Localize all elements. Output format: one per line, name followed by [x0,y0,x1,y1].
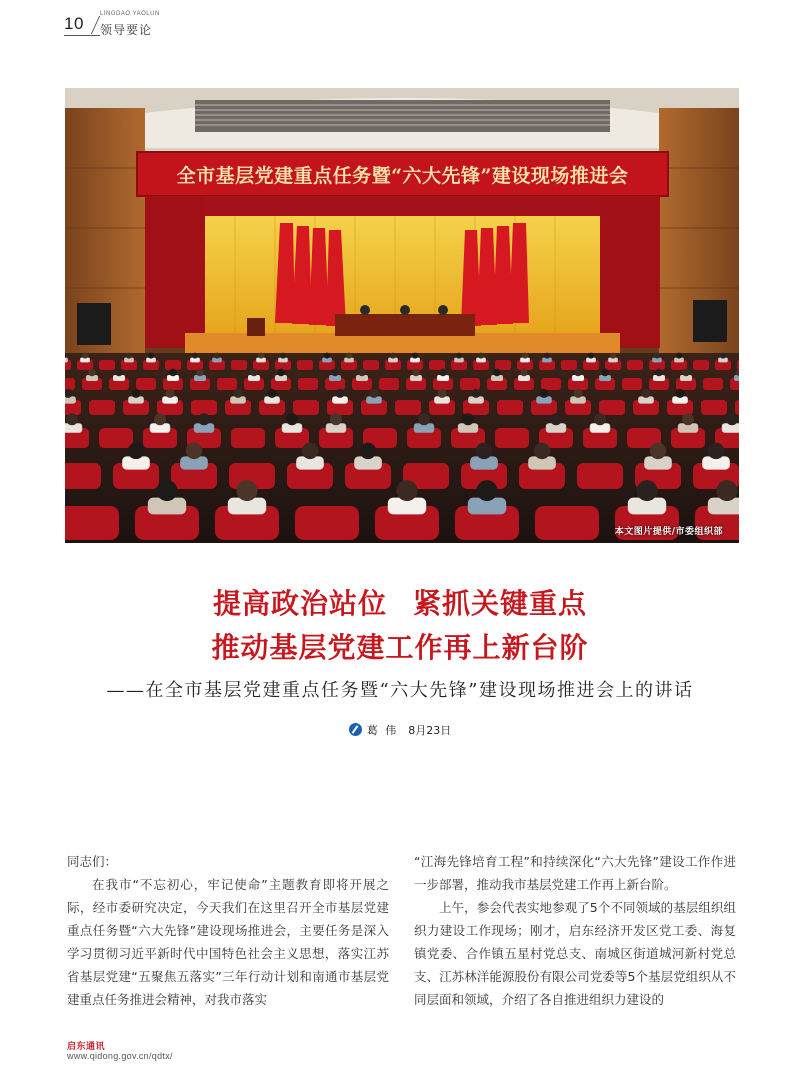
attendee-head [154,413,166,425]
attendee-head [250,369,258,377]
seat [165,360,181,370]
attendee-head [522,353,528,359]
attendee-head [166,389,175,398]
attendee-head [192,353,198,359]
attendee-head [82,353,88,359]
stage-banner-text: 全市基层党建重点任务暨“六大先锋”建设现场推进会 [176,165,629,187]
attendee-head [412,369,420,377]
attendee-head [456,353,462,359]
attendee-head [324,353,330,359]
attendee-head [676,353,682,359]
author-name: 葛 伟 [366,724,399,737]
seat [429,360,445,370]
attendee-head [462,413,474,425]
seat [65,506,119,540]
attendee-head [198,413,210,425]
pen-icon [349,723,362,736]
body-column-left [67,850,389,1011]
seat [65,378,75,390]
attendee-head [654,353,660,359]
seat [497,400,523,415]
seat [363,360,379,370]
seat [693,360,709,370]
section-pinyin: LINGDAO YAOLUN [100,11,160,17]
salutation: 同志们： [67,854,118,869]
attendee-head [280,353,286,359]
attendee-head [550,413,562,425]
article-subtitle: ——在全市基层党建重点任务暨“六大先锋”建设现场推进会上的讲话 [106,680,694,701]
attendee-head [115,369,123,377]
paragraph-continued: “江海先锋培育工程”和持续深化“六大先锋”建设工作作进一步部署，推动我市基层党建工作再上新台阶。 [414,854,736,892]
page-number: 10 [64,14,84,33]
seat [460,378,480,390]
attendee-head [169,369,177,377]
article-title-line2: 推动基层党建工作再上新台阶 [211,631,589,664]
attendee-head [438,389,447,398]
seat [561,360,577,370]
body-column-right [414,850,736,1011]
attendee-head [358,369,366,377]
attendee-head [234,389,243,398]
attendee-head [601,369,609,377]
article-title-line1 [0,582,800,622]
attendee-head [148,353,154,359]
seat [298,378,318,390]
attendee-head [642,389,651,398]
paragraph: 上午，参会代表实地参观了5个不同领域的基层组织组织力建设工作现场；刚才，启东经济开发区党工委、海复镇党委、合作镇五星村党总支、南城区街道城河新村党总支、江苏林洋能源股份有限公司党委等5个基层党组织从不同层面和领域，介绍了各自推进组织力建设的 [414,900,736,1007]
attendee-head [610,353,616,359]
attendee-head [477,480,498,501]
seat [89,400,115,415]
byline [0,722,800,738]
seat [379,378,399,390]
attendee-body [65,358,68,363]
attendee-head [237,480,258,501]
title-part-b: 紧抓关键重点 [413,587,588,620]
attendee-head [88,369,96,377]
audience-seats [65,88,739,543]
seat [622,378,642,390]
attendee-body [734,375,739,381]
attendee-head [196,369,204,377]
attendee-head [128,443,145,460]
seat [99,360,115,370]
section-title: 领导要论 [100,23,153,37]
attendee-head [258,353,264,359]
attendee-head [472,389,481,398]
seat [231,360,247,370]
attendee-head [574,389,583,398]
seat [293,400,319,415]
seat [217,378,237,390]
attendee-head [302,443,319,460]
seat [577,463,623,489]
seat [65,463,101,489]
attendee-head [66,413,78,425]
seat [737,360,739,370]
attendee-head [390,353,396,359]
attendee-head [708,443,725,460]
seat [297,360,313,370]
attendee-head [370,389,379,398]
seat [627,360,643,370]
magazine-brand: 启东通讯 [67,1042,106,1052]
conference-photo [65,88,739,543]
seat [495,360,511,370]
attendee-head [412,353,418,359]
photo-credit: 本文图片提供/市委组织部 [614,527,723,537]
attendee-head [126,353,132,359]
attendee-head [439,369,447,377]
attendee-head [186,443,203,460]
attendee-head [682,369,690,377]
attendee-head [277,369,285,377]
attendee-head [286,413,298,425]
attendee-head [544,353,550,359]
attendee-head [418,413,430,425]
attendee-head [476,443,493,460]
seat [191,400,217,415]
title-part-a: 提高政治站位 [212,587,387,620]
attendee-head [214,353,220,359]
attendee-head [493,369,501,377]
attendee-head [331,369,339,377]
attendee-head [655,369,663,377]
attendee-head [132,389,141,398]
seat [495,428,529,448]
seat [541,378,561,390]
attendee-head [588,353,594,359]
header-rule [64,35,100,36]
paragraph: 在我市“不忘初心，牢记使命”主题教育即将开展之际，经市委研究决定，今天我们在这里召开全市基层党建重点任务暨“六大先锋”建设现场推进会，主要任务是深入学习贯彻习近平新时代中国特色社会主义思想，落实江苏省基层党建“五聚焦五落实”三年行动计划和南通市基层党建重点任务推进会精神，对我市落实 [67,877,389,1007]
attendee-head [540,389,549,398]
attendee-head [682,413,694,425]
attendee-head [650,443,667,460]
seat [535,506,599,540]
attendee-head [637,480,658,501]
attendee-head [360,443,377,460]
attendee-head [720,353,726,359]
header-divider [82,16,100,34]
attendee-head [534,443,551,460]
seat [701,400,727,415]
seat [99,428,133,448]
attendee-head [336,389,345,398]
attendee-head [330,413,342,425]
seat [295,506,359,540]
page-header [64,8,264,38]
seat [136,378,156,390]
attendee-head [346,353,352,359]
article-date: 8月23日 [408,724,452,737]
magazine-url: www.qidong.gov.cn/qdtx/ [67,1051,173,1061]
attendee-head [574,369,582,377]
attendee-head [157,480,178,501]
seat [395,400,421,415]
seat [231,428,265,448]
attendee-head [726,413,738,425]
attendee-head [594,413,606,425]
seat [735,400,739,415]
seat [599,400,625,415]
seat [703,378,723,390]
attendee-head [717,480,738,501]
attendee-head [397,480,418,501]
attendee-head [676,389,685,398]
attendee-head [268,389,277,398]
attendee-head [478,353,484,359]
attendee-head [520,369,528,377]
